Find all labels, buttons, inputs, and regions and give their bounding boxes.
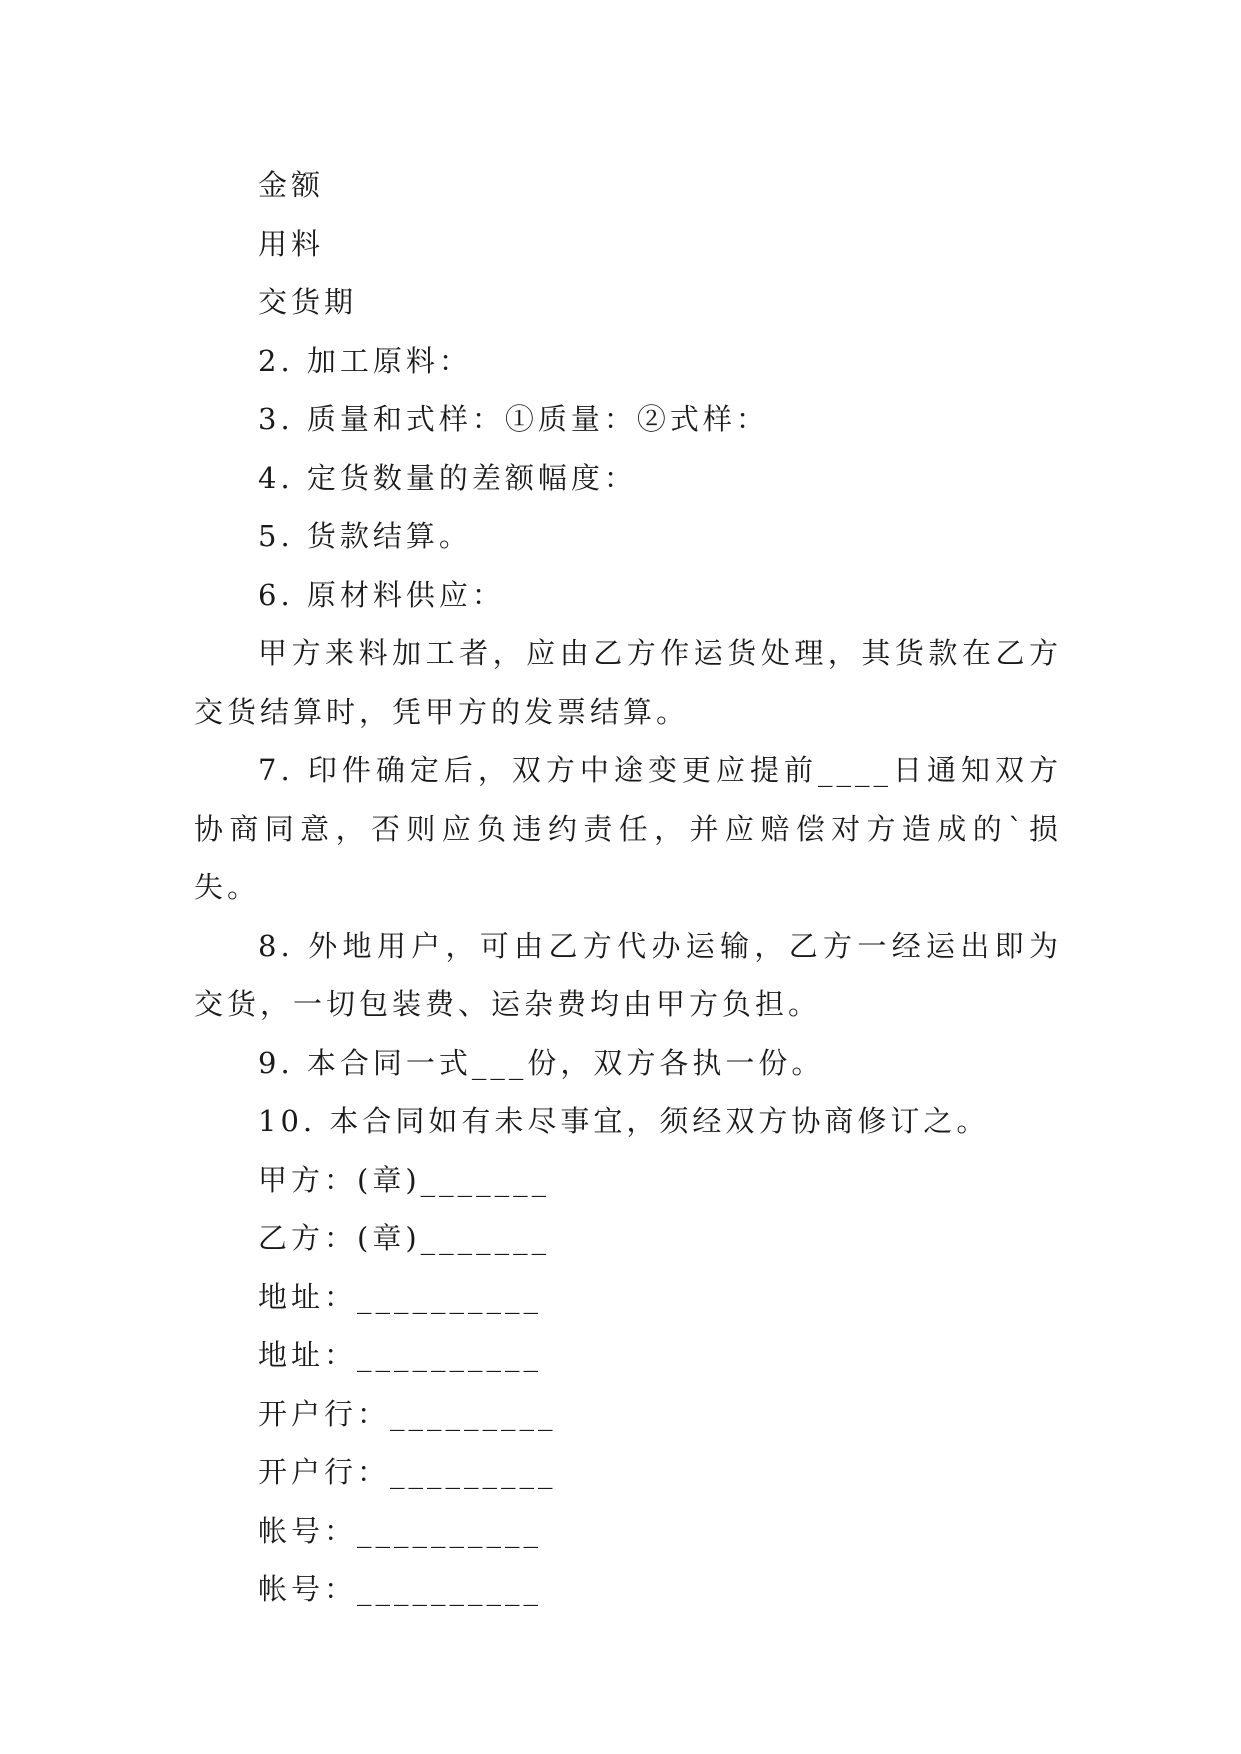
clause-8-transport: 8. 外地用户，可由乙方代办运输，乙方一经运出即为交货，一切包装费、运杂费均由甲方负担。 bbox=[194, 928, 1062, 1021]
party-a-account: 帐号：__________ bbox=[258, 1513, 543, 1548]
party-a-seal: 甲方：(章)_______ bbox=[258, 1162, 551, 1197]
clause-6-supply-detail: 甲方来料加工者，应由乙方作运货处理，其货款在乙方交货结算时，凭甲方的发票结算。 bbox=[194, 636, 1062, 729]
party-b-bank: 开户行：_________ bbox=[258, 1455, 557, 1489]
clause-5-payment: 5. 货款结算。 bbox=[258, 519, 472, 553]
party-b-address: 地址：__________ bbox=[258, 1338, 543, 1372]
party-a-address: 地址：__________ bbox=[258, 1279, 543, 1314]
clause-6-supply: 6. 原材料供应： bbox=[258, 577, 505, 612]
clause-7-change: 7. 印件确定后，双方中途变更应提前____日通知双方协商同意，否则应负违约责任，并应赔偿对方造成的`损失。 bbox=[194, 753, 1062, 904]
party-b-seal: 乙方：(章)_______ bbox=[258, 1221, 551, 1255]
party-b-account: 帐号：__________ bbox=[258, 1572, 543, 1606]
party-a-bank: 开户行：_________ bbox=[258, 1396, 557, 1431]
line-amount: 金额 bbox=[258, 168, 325, 202]
line-material: 用料 bbox=[258, 226, 325, 261]
clause-9-copies: 9. 本合同一式___份，双方各执一份。 bbox=[258, 1045, 825, 1080]
clause-4-quantity-tolerance: 4. 定货数量的差额幅度： bbox=[258, 460, 637, 495]
line-delivery-date: 交货期 bbox=[258, 285, 358, 319]
clause-10-amendment: 10. 本合同如有未尽事宜，须经双方协商修订之。 bbox=[258, 1104, 990, 1138]
clause-2-raw-material: 2. 加工原料： bbox=[258, 343, 472, 378]
clause-3-quality-style: 3. 质量和式样：①质量：②式样： bbox=[258, 402, 769, 436]
contract-body bbox=[194, 156, 1062, 1619]
